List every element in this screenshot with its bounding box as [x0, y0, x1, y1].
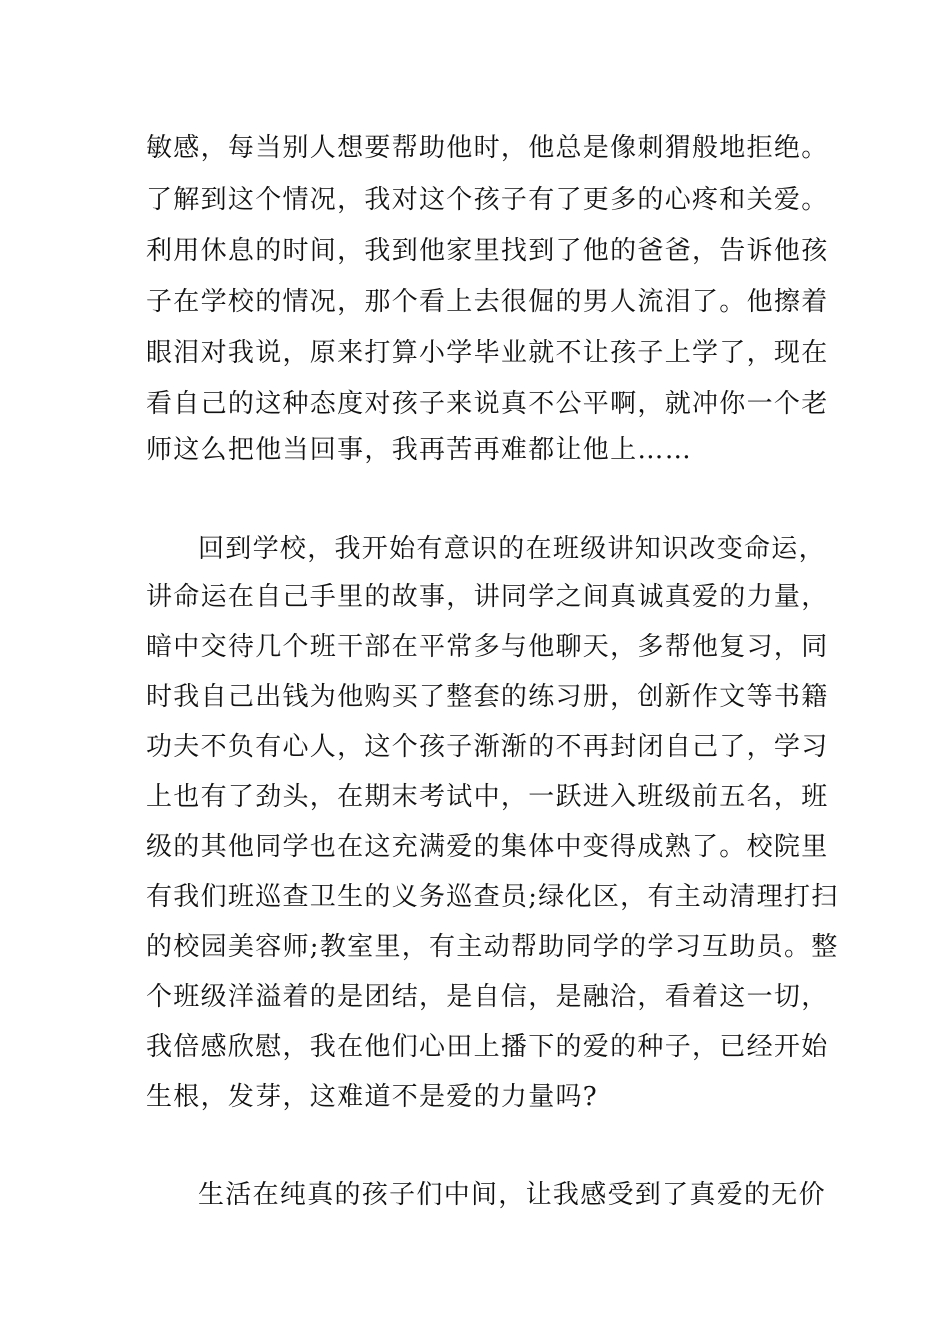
text-line: 我倍感欣慰，我在他们心田上播下的爱的种子，已经开始: [146, 1032, 829, 1062]
text-line: 了解到这个情况，我对这个孩子有了更多的心疼和关爱。: [146, 185, 829, 215]
text-line: 眼泪对我说，原来打算小学毕业就不让孩子上学了，现在: [146, 338, 829, 368]
text-line: 暗中交待几个班干部在平常多与他聊天，多帮他复习，同: [146, 632, 829, 662]
text-line: 时我自己出钱为他购买了整套的练习册，创新作文等书籍: [146, 682, 829, 712]
text-line: 的校园美容师;教室里，有主动帮助同学的学习互助员。整: [146, 932, 839, 962]
text-line: 上也有了劲头，在期末考试中，一跃进入班级前五名，班: [146, 782, 829, 812]
text-line: 敏感，每当别人想要帮助他时，他总是像刺猬般地拒绝。: [146, 133, 829, 163]
text-line: 功夫不负有心人，这个孩子渐渐的不再封闭自己了，学习: [146, 732, 829, 762]
text-line: 讲命运在自己手里的故事，讲同学之间真诚真爱的力量，: [146, 582, 829, 612]
text-line: 个班级洋溢着的是团结，是自信，是融洽，看着这一切，: [146, 982, 829, 1012]
text-line: 看自己的这种态度对孩子来说真不公平啊，就冲你一个老: [146, 389, 829, 419]
text-line: 子在学校的情况，那个看上去很倔的男人流泪了。他擦着: [146, 287, 829, 317]
paragraph-first-line: 生活在纯真的孩子们中间，让我感受到了真爱的无价: [198, 1180, 826, 1210]
text-line: 级的其他同学也在这充满爱的集体中变得成熟了。校院里: [146, 832, 829, 862]
text-line: 师这么把他当回事，我再苦再难都让他上……: [146, 435, 693, 465]
text-line: 生根，发芽，这难道不是爱的力量吗?: [146, 1082, 599, 1112]
text-line: 利用休息的时间，我到他家里找到了他的爸爸，告诉他孩: [146, 236, 829, 266]
text-line: 有我们班巡查卫生的义务巡查员;绿化区，有主动清理打扫: [146, 882, 839, 912]
paragraph-first-line: 回到学校，我开始有意识的在班级讲知识改变命运，: [198, 534, 826, 564]
